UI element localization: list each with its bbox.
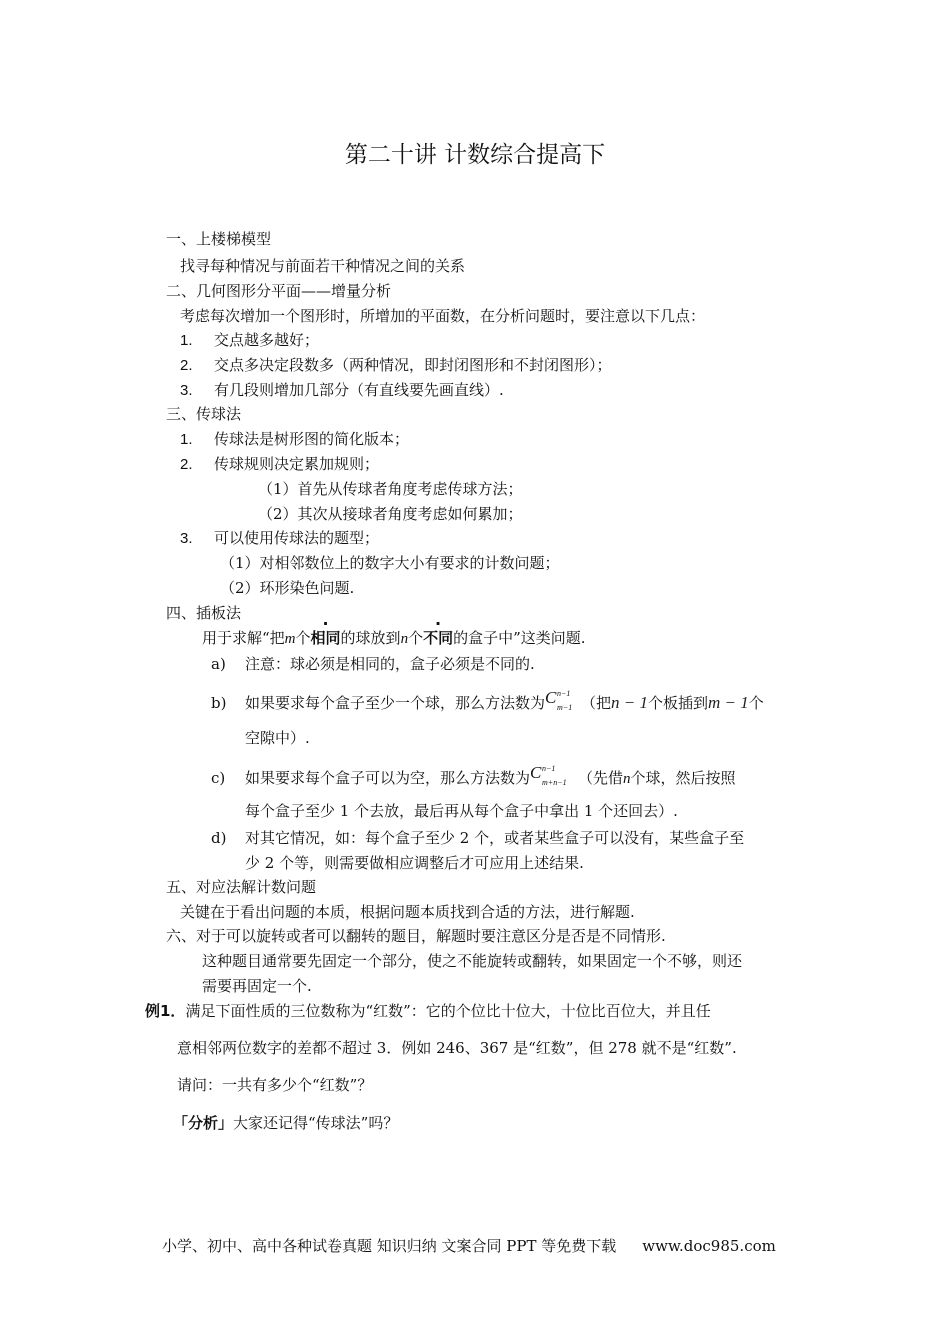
- list-number: 2.: [180, 357, 193, 374]
- section-intro-2: 考虑每次增加一个图形时，所增加的平面数，在分析问题时，要注意以下几点：: [180, 307, 706, 325]
- comb-superscript: n−1: [542, 764, 556, 773]
- list-number: 2.: [180, 456, 193, 473]
- list-item: [180, 454, 379, 475]
- example-1: [145, 1001, 711, 1021]
- example-text-line2: 意相邻两位数字的差都不超过 3．例如 246、367 是“红数”，但 278 就不是“红数”.: [177, 1039, 737, 1057]
- math-expression: n − 1: [611, 693, 649, 712]
- list-text: 个球，然后按照: [630, 769, 736, 787]
- list-text: 可以使用传球法的题型；: [214, 529, 380, 547]
- comb-subscript: m−1: [557, 703, 573, 712]
- comb-subscript: m+n−1: [542, 778, 567, 787]
- example-label: 例1．: [145, 1002, 186, 1020]
- sub-item: （2）其次从接球者角度考虑如何累加；: [258, 505, 523, 523]
- var-m: m: [284, 631, 296, 647]
- list-label: c): [211, 769, 226, 787]
- list-text-continued: 少 2 个等，则需要做相应调整后才可应用上述结果.: [245, 854, 584, 872]
- list-text: （把: [581, 694, 612, 712]
- section-text-5: 关键在于看出问题的本质，根据问题本质找到合适的方法，进行解题.: [180, 903, 635, 921]
- list-text: 有几段则增加几部分（有直线要先画直线）.: [214, 381, 504, 399]
- list-number: 1.: [180, 332, 193, 349]
- list-text: 传球法是树形图的简化版本；: [214, 430, 410, 448]
- section-intro-4: [202, 628, 586, 649]
- example-question: 请问：一共有多少个“红数”？: [177, 1076, 373, 1094]
- analysis-text: 大家还记得“传球法”吗？: [233, 1114, 399, 1132]
- list-number: 1.: [180, 431, 193, 448]
- list-text: 个: [748, 694, 764, 712]
- list-label: a): [211, 655, 226, 673]
- list-text: 对其它情况，如：每个盒子至少 2 个，或者某些盒子可以没有，某些盒子至: [245, 829, 745, 847]
- footer-url-link[interactable]: www.doc985.com: [642, 1237, 776, 1255]
- section-heading-1: 一、上楼梯模型: [166, 230, 272, 248]
- section-text-1: 找寻每种情况与前面若干种情况之间的关系: [180, 257, 466, 275]
- list-text: 如果要求每个盒子至少一个球，那么方法数为: [245, 694, 546, 712]
- sub-item: （1）对相邻数位上的数字大小有要求的计数问题；: [220, 554, 560, 572]
- list-text-continued: 每个盒子至少 1 个去放，最后再从每个盒子中拿出 1 个还回去）.: [245, 802, 678, 820]
- section-heading-2: 二、几何图形分平面——增量分析: [166, 282, 392, 300]
- section-heading-4: 四、插板法: [166, 604, 242, 622]
- section-text-6-continued: 需要再固定一个.: [202, 977, 312, 995]
- list-label: b): [211, 694, 227, 712]
- list-number: 3.: [180, 382, 193, 399]
- page-title: 第二十讲 计数综合提高下: [344, 142, 606, 168]
- emphasis-different: 不同: [423, 629, 454, 647]
- list-text: 交点多决定段数多（两种情况，即封闭图形和不封闭图形）；: [214, 356, 612, 374]
- sub-item: （2）环形染色问题.: [220, 579, 355, 597]
- footer-text: 小学、初中、高中各种试卷真题 知识归纳 文案合同 PPT 等免费下载: [162, 1237, 617, 1255]
- list-item: [211, 828, 744, 848]
- list-item: [180, 380, 504, 401]
- combination-formula: C n−1 m+n−1: [530, 765, 578, 789]
- math-expression: m − 1: [708, 693, 749, 712]
- intro-text: 个: [408, 629, 424, 647]
- section-heading-5: 五、对应法解计数问题: [166, 878, 317, 896]
- list-item: [180, 429, 409, 450]
- var-n: n: [623, 771, 631, 787]
- section-heading-6: 六、对于可以旋转或者可以翻转的题目，解题时要注意区分是否是不同情形.: [166, 927, 666, 945]
- list-text: 传球规则决定累加规则；: [214, 455, 380, 473]
- list-item: [211, 765, 736, 789]
- example-text: 满足下面性质的三位数称为“红数”：它的个位比十位大，十位比百位大，并且任: [185, 1002, 711, 1020]
- section-text-6: 这种题目通常要先固定一个部分，使之不能旋转或翻转，如果固定一个不够，则还: [202, 952, 743, 970]
- analysis: [173, 1113, 398, 1133]
- list-item: [180, 330, 319, 351]
- combination-formula: C n−1 m−1: [545, 690, 581, 714]
- emphasis-same: 相同: [310, 629, 341, 647]
- list-item: [211, 690, 764, 714]
- list-item: [180, 355, 612, 376]
- list-text: 注意：球必须是相同的，盒子必须是不同的.: [245, 655, 535, 673]
- list-number: 3.: [180, 530, 193, 547]
- analysis-label: 「分析」: [173, 1114, 234, 1132]
- var-n: n: [400, 631, 409, 647]
- list-text: 个板插到: [648, 694, 709, 712]
- sub-item: （1）首先从传球者角度考虑传球方法；: [258, 480, 523, 498]
- comb-superscript: n−1: [557, 689, 571, 698]
- list-item: [180, 528, 379, 549]
- section-heading-3: 三、传球法: [166, 405, 242, 423]
- intro-text: 用于求解“把: [202, 629, 285, 647]
- list-text: （先借: [578, 769, 624, 787]
- list-item: [211, 654, 535, 674]
- list-text: 如果要求每个盒子可以为空，那么方法数为: [245, 769, 531, 787]
- intro-text: 个: [295, 629, 311, 647]
- intro-text: 的球放到: [340, 629, 401, 647]
- page-footer: [162, 1236, 776, 1256]
- list-text: 交点越多越好；: [214, 331, 320, 349]
- list-label: d): [211, 829, 227, 847]
- intro-text: 的盒子中”这类问题.: [453, 629, 586, 647]
- list-text-continued: 空隙中）.: [245, 729, 310, 747]
